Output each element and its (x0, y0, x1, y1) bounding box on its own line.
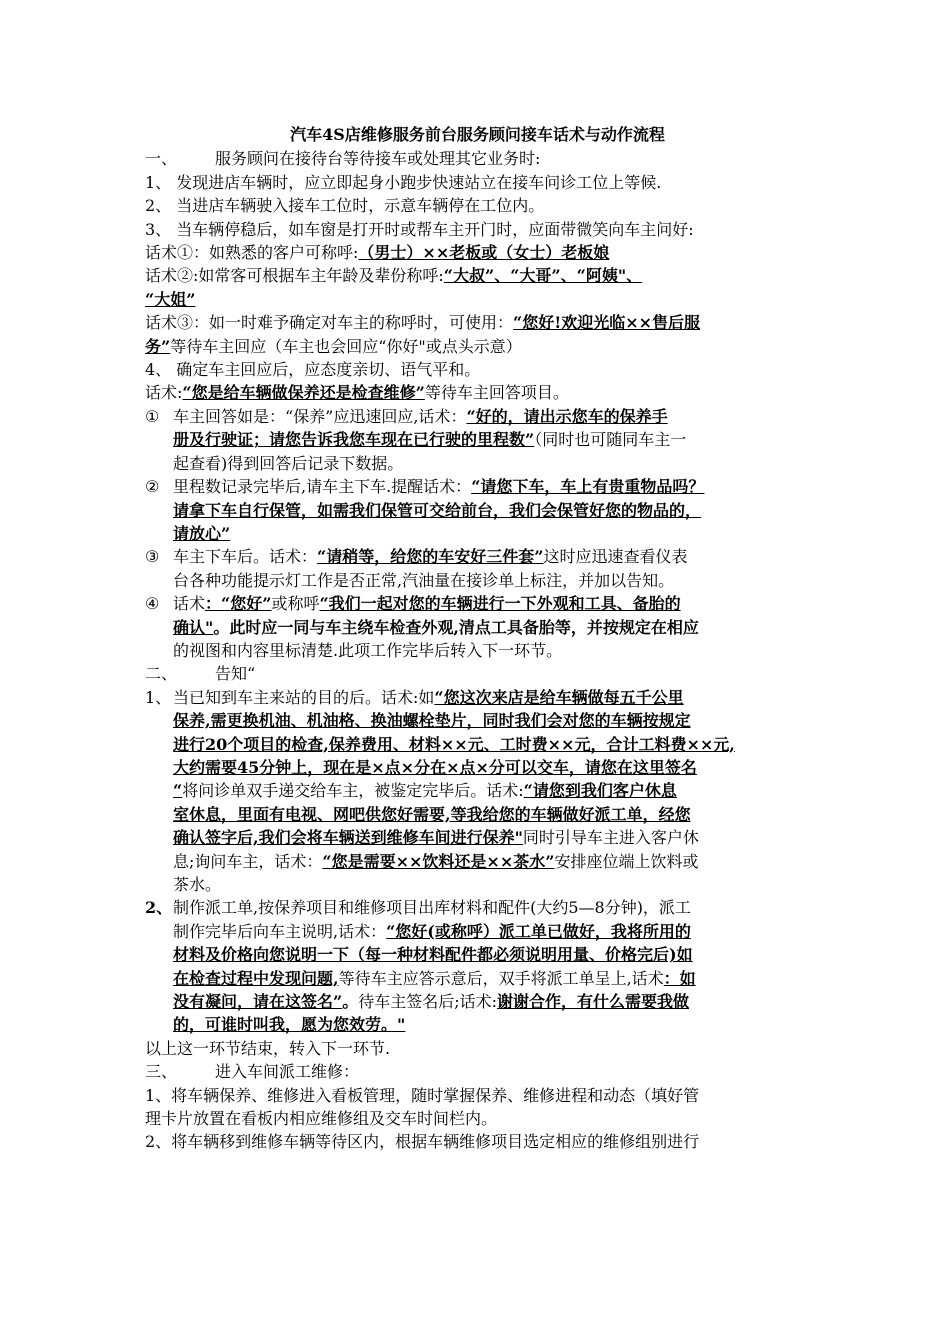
script-2-cont: “大姐” (145, 289, 196, 309)
list-item: 2、 制作派工单,按保养项目和维修项目出库材料和配件(大约5—8分钟)，派工 制作完毕后向车主说明,话术：“您好(或称呼）派工单已做好，我将所用的 材料及价格向您说明一下（每一种材料配件都必须说明用量、价格完后)如 在检查过程中发现问题,等待车主应答示意后，双手将派工单呈上,话术：如 没有凝问，请在这签名”。待车主签名后;话术:谢谢合作，有什么需要我做 的，可谁时叫我，愿为您效劳。" (145, 898, 696, 1035)
section-3-heading: 三、 进入车间派工维修： (145, 1062, 360, 1082)
list-item: ③ 车主下车后。话术：“请稍等，给您的车安好三件套”这时应迅速查看仪表 台各种功能提示灯工作是否正常,汽油量在接诊单上标注，并加以告知。 (145, 547, 688, 590)
section-1-heading: 一、 服务顾问在接待台等待接车或处理其它业务时: (145, 149, 541, 169)
section-2-end: 以上这一环节结束，转入下一环节. (145, 1038, 391, 1058)
script-2: 话术②:如常客可根据车主年龄及辈份称呼:“大叔”、“大哥”、“阿姨"、 (145, 266, 643, 286)
section-3-line-2: 2、将车辆移到维修车辆等待区内，根据车辆维修项目选定相应的维修组别进行 (145, 1132, 700, 1152)
list-item: 1、 当已知到车主来站的目的后。话术:如“您这次来店是给车辆做每五千公里 保养,需更换机油、机油格、换油螺栓垫片，同时我们会对您的车辆按规定 进行20个项目的检查,保养费用、材料××元、工时费××元，合计工料费××元, 大约需要45分钟上，现在是×点×分在×点×分可以交车，请您在这里签名 “将问诊单双手递交给车主，被鉴定完毕后。话术:“请您到我们客户休息 室休息，里面有电视、网吧供您好需要,等我给您的车辆做好派工单，经您 确认签字后,我们会将车辆送到维修车间进行保养"同时引导车主进入客户休 息;询问车主，话术：“您是需要××饮料还是××茶水”安排座位端上饮料或 茶水。 (145, 687, 735, 894)
list-item: ① 车主回答如是：“保养”应迅速回应,话术：“好的，请出示您车的保养手 册及行驶证；请您告诉我您车现在已行驶的里程数”（同时也可随同车主一 起查看)得到回答后记录下数据。 (145, 406, 687, 473)
section-3-line-1: 1、将车辆保养、维修进入看板管理，随时掌握保养、维修进程和动态（填好管 (145, 1085, 700, 1105)
section-2-heading: 二、 告知“ (145, 664, 256, 684)
document-title: 汽车4S店维修服务前台服务顾问接车话术与动作流程 (290, 125, 665, 144)
script-3: 话术③：如一时难予确定对车主的称呼时，可使用：“您好!欢迎光临××售后服 (145, 313, 701, 333)
section-1-line-3: 3、 当车辆停稳后，如车窗是打开时或帮车主开门时，应面带微笑向车主问好: (145, 219, 694, 239)
script-4: 话术:“您是给车辆做保养还是检查维修”等待车主回答项目。 (145, 383, 569, 403)
document-page (145, 123, 810, 1154)
script-1: 话术①：如熟悉的客户可称呼:（男士）××老板或（女士）老板娘 (145, 243, 610, 263)
list-item: ② 里程数记录完毕后,请车主下车.提醒话术：“请您下车，车上有贵重物品吗？ 请拿下车自行保管，如需我们保管可交给前台，我们会保管好您的物品的， 请放心” (145, 477, 705, 543)
section-1-line-2: 2、 当进店车辆驶入接车工位时，示意车辆停在工位内。 (145, 196, 545, 216)
script-3-cont: 务”等待车主回应（车主也会回应“你好"或点头示意） (145, 336, 522, 356)
section-1-line-1: 1、 发现进店车辆时，应立即起身小跑步快速站立在接车问诊工位上等候. (145, 172, 662, 192)
list-item: ④ 话术：“您好”或称呼“我们一起对您的车辆进行一下外观和工具、备胎的 确认"。此时应一同与车主绕车检查外观,清点工具备胎等，并按规定在相应 的视图和内容里标清楚.此项工作完毕后转入下一环节。 (145, 594, 699, 660)
section-3-line-1-cont: 理卡片放置在看板内相应维修组及交车时间栏内。 (145, 1109, 498, 1129)
section-1-line-4: 4、 确定车主回应后，应态度亲切、语气平和。 (145, 360, 481, 380)
